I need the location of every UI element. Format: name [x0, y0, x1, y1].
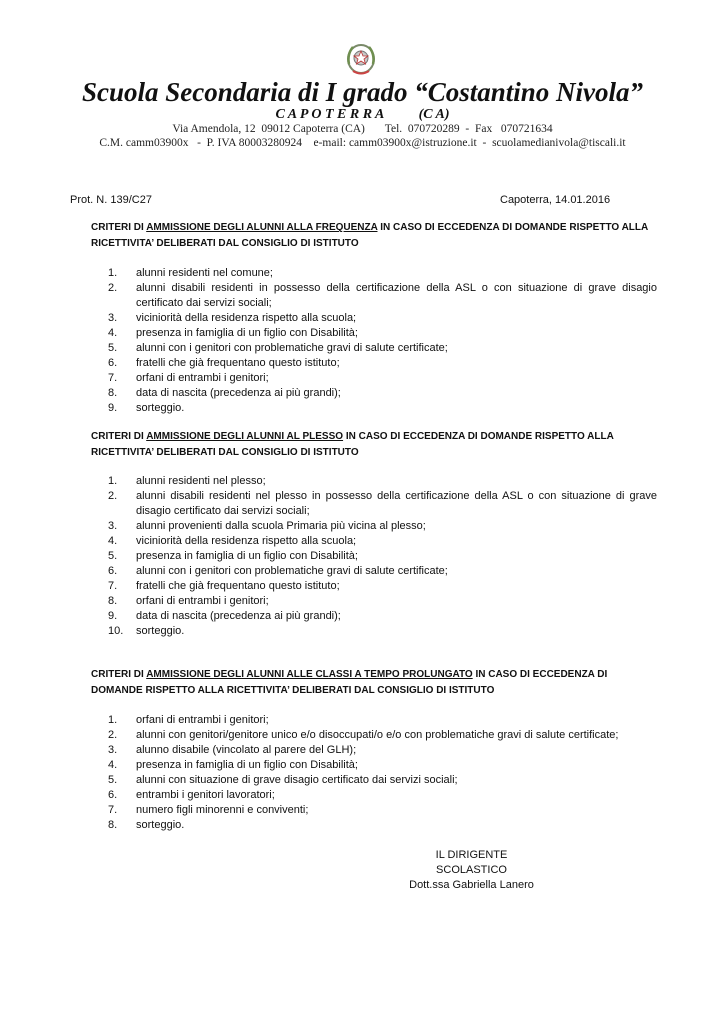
criteria-item-text: orfani di entrambi i genitori; [136, 595, 269, 607]
criteria-item-text: alunni con genitori/genitore unico e/o disoccupati/o e/o con problematiche gravi di salute certificate; [136, 729, 619, 741]
criteria-item-number: 7. [108, 580, 118, 592]
criteria-item-number: 7. [108, 372, 118, 384]
criteria-item-number: 6. [108, 789, 118, 801]
criteria-item-text: alunno disabile (vincolato al parere del GLH); [136, 744, 357, 756]
criteria-item [108, 728, 657, 743]
criteria-item-text: presenza in famiglia di un figlio con Disabilità; [136, 327, 358, 339]
criteria-item [108, 326, 657, 341]
criteria-item-number: 8. [108, 595, 118, 607]
signature-block [404, 848, 539, 893]
protocol-number: Prot. N. 139/C27 [70, 194, 152, 206]
criteria-list-frequenza [108, 266, 657, 416]
criteria-item-text: orfani di entrambi i genitori; [136, 714, 269, 726]
criteria-item-text: alunni provenienti dalla scuola Primaria più vicina al plesso; [136, 520, 426, 532]
criteria-item-number: 9. [108, 402, 118, 414]
criteria-item-text: presenza in famiglia di un figlio con Disabilità; [136, 759, 358, 771]
criteria-item [108, 371, 657, 386]
criteria-item-text: alunni residenti nel comune; [136, 267, 273, 279]
criteria-list-plesso [108, 474, 657, 639]
criteria-item-text: alunni residenti nel plesso; [136, 475, 266, 487]
criteria-item-number: 4. [108, 535, 118, 547]
criteria-item-text: alunni disabili residenti nel plesso in possesso della certificazione della ASL o con situazione di grave disagio certificato dai servizi sociali; [136, 490, 657, 517]
criteria-item [108, 356, 657, 371]
criteria-item [108, 818, 657, 833]
signature-role: IL DIRIGENTE SCOLASTICO [435, 849, 508, 876]
criteria-item [108, 713, 657, 728]
italian-republic-emblem-icon [343, 38, 379, 78]
criteria-item-number: 5. [108, 342, 118, 354]
criteria-item-number: 3. [108, 744, 118, 756]
criteria-item-text: sorteggio. [136, 819, 185, 831]
criteria-item [108, 609, 657, 624]
criteria-item [108, 594, 657, 609]
criteria-item [108, 773, 657, 788]
signature-name: Dott.ssa Gabriella Lanero [409, 879, 534, 891]
criteria-item-text: entrambi i genitori lavoratori; [136, 789, 275, 801]
criteria-item-text: presenza in famiglia di un figlio con Disabilità; [136, 550, 358, 562]
criteria-item-text: alunni con i genitori con problematiche gravi di salute certificate; [136, 565, 448, 577]
section-heading-tempo-prolungato: CRITERI DI AMMISSIONE DEGLI ALUNNI ALLE CLASSI A TEMPO PROLUNGATO IN CASO DI ECCEDENZA DI DOMANDE RISPETTO ALLA RICETTIVITA’ DELIBERATI DAL CONSIGLIO DI ISTITUTO [91, 669, 608, 696]
criteria-item [108, 579, 657, 594]
criteria-item-text: alunni disabili residenti in possesso della certificazione della ASL o con situazione di grave disagio certificato dai servizi sociali; [136, 282, 657, 309]
section-heading-plesso: CRITERI DI AMMISSIONE DEGLI ALUNNI AL PLESSO IN CASO DI ECCEDENZA DI DOMANDE RISPETTO ALLA RICETTIVITA’ DELIBERATI DAL CONSIGLIO DI ISTITUTO [91, 431, 614, 458]
criteria-item-number: 2. [108, 282, 118, 294]
criteria-item [108, 266, 657, 281]
criteria-item-number: 2. [108, 490, 118, 502]
criteria-item [108, 624, 657, 639]
criteria-item-number: 1. [108, 475, 118, 487]
criteria-item-number: 5. [108, 774, 118, 786]
heading-underlined-text: AMMISSIONE DEGLI ALUNNI AL PLESSO [146, 431, 344, 442]
criteria-item-text: alunni con i genitori con problematiche gravi di salute certificate; [136, 342, 448, 354]
criteria-item-number: 6. [108, 357, 118, 369]
criteria-item-number: 8. [108, 819, 118, 831]
criteria-item-number: 3. [108, 312, 118, 324]
criteria-item-text: viciniorità della residenza rispetto alla scuola; [136, 312, 357, 324]
criteria-item-number: 1. [108, 714, 118, 726]
criteria-item-number: 4. [108, 759, 118, 771]
criteria-item-text: sorteggio. [136, 402, 185, 414]
criteria-item [108, 788, 657, 803]
criteria-item [108, 534, 657, 549]
heading-underlined-text: AMMISSIONE DEGLI ALUNNI ALLA FREQUENZA [146, 222, 378, 233]
criteria-item [108, 803, 657, 818]
criteria-item [108, 743, 657, 758]
criteria-item-text: data di nascita (precedenza ai più grandi); [136, 610, 341, 622]
criteria-item [108, 489, 657, 519]
criteria-item-number: 10. [108, 625, 124, 637]
criteria-item [108, 341, 657, 356]
criteria-item-number: 9. [108, 610, 118, 622]
criteria-item-text: viciniorità della residenza rispetto alla scuola; [136, 535, 357, 547]
criteria-item [108, 758, 657, 773]
criteria-item [108, 564, 657, 579]
school-city: C A P O T E R R A (C A) [275, 107, 450, 122]
criteria-item-text: numero figli minorenni e conviventi; [136, 804, 309, 816]
criteria-item-number: 3. [108, 520, 118, 532]
criteria-list-tempo-prolungato [108, 713, 657, 833]
criteria-item [108, 311, 657, 326]
criteria-item [108, 386, 657, 401]
criteria-item [108, 549, 657, 564]
criteria-item-number: 4. [108, 327, 118, 339]
criteria-item-text: fratelli che già frequentano questo istituto; [136, 580, 340, 592]
criteria-item [108, 519, 657, 534]
section-heading-frequenza: CRITERI DI AMMISSIONE DEGLI ALUNNI ALLA FREQUENZA IN CASO DI ECCEDENZA DI DOMANDE RISPETTO ALLA RICETTIVITA’ DELIBERATI DAL CONSIGLIO DI ISTITUTO [91, 222, 648, 249]
criteria-item-number: 1. [108, 267, 118, 279]
criteria-item-text: alunni con situazione di grave disagio certificato dai servizi sociali; [136, 774, 458, 786]
criteria-item-text: sorteggio. [136, 625, 185, 637]
criteria-item-number: 8. [108, 387, 118, 399]
criteria-item-number: 7. [108, 804, 118, 816]
criteria-item [108, 281, 657, 311]
criteria-item-text: data di nascita (precedenza ai più grandi); [136, 387, 341, 399]
school-address: Via Amendola, 12 09012 Capoterra (CA) Tel. 070720289 - Fax 070721634 [172, 123, 553, 135]
criteria-item [108, 401, 657, 416]
criteria-item-text: orfani di entrambi i genitori; [136, 372, 269, 384]
criteria-item-text: fratelli che già frequentano questo istituto; [136, 357, 340, 369]
criteria-item-number: 2. [108, 729, 118, 741]
criteria-item-number: 5. [108, 550, 118, 562]
heading-underlined-text: AMMISSIONE DEGLI ALUNNI ALLE CLASSI A TEMPO PROLUNGATO [146, 669, 473, 680]
criteria-item [108, 474, 657, 489]
school-name: Scuola Secondaria di I grado “Costantino Nivola” [81, 77, 644, 107]
document-date: Capoterra, 14.01.2016 [500, 194, 611, 206]
criteria-item-number: 6. [108, 565, 118, 577]
school-codes-email: C.M. camm03900x - P. IVA 80003280924 e-mail: camm03900x@istruzione.it - scuolamedianivola@tiscali.it [99, 137, 626, 149]
